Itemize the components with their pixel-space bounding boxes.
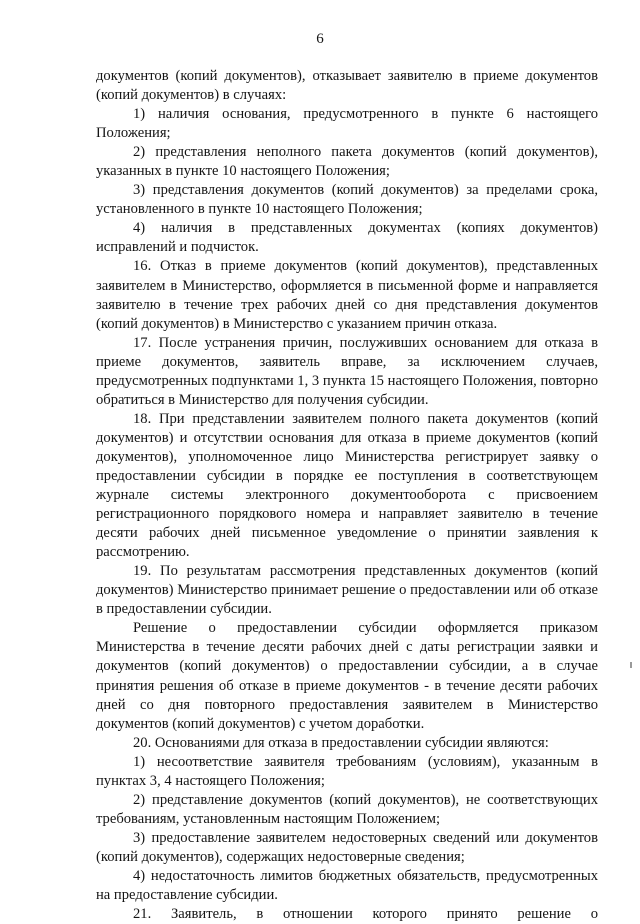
paragraph-20: 20. Основаниями для отказа в предоставлении субсидии являются:: [133, 734, 549, 751]
scan-artifact-mark: [630, 662, 632, 668]
paragraph-20-item-1: 1) несоответствие заявителя требованиям (условиям), указанным в пунктах 3, 4 настоящего Положения;: [96, 753, 598, 789]
paragraph-15-item-3: 3) представления документов (копий документов) за пределами срока, установленного в пункте 10 настоящего Положения;: [96, 182, 598, 218]
paragraph-20-item-4: 4) недостаточность лимитов бюджетных обязательств, предусмотренных на предоставление субсидии.: [96, 867, 598, 904]
paragraph-16: 16. Отказ в приеме документов (копий документов), представленных заявителем в Министерство, оформляется в письменной форме и направляется заявителю в течение трех рабочих дней со дня представления документов (копий документов) в Министерство с указанием причин отказа.: [96, 258, 598, 332]
paragraph-20-item-3: 3) предоставление заявителем недостоверных сведений или документов (копий документов), содержащих недостоверные сведения;: [96, 829, 598, 865]
document-body: [96, 67, 598, 924]
paragraph-15-item-2: 2) представления неполного пакета документов (копий документов), указанных в пункте 10 настоящего Положения;: [96, 144, 598, 180]
paragraph-17: 17. После устранения причин, послуживших основанием для отказа в приеме документов, заявитель вправе, за исключением случаев, предусмотренных подпунктами 1, 3 пункта 15 настоящего Положения, повторно обратиться в Министерство для получения субсидии.: [96, 334, 598, 408]
page-number: 6: [316, 31, 324, 47]
paragraph-20-item-2: 2) представление документов (копий документов), не соответствующих требованиям, установленным настоящим Положением;: [96, 791, 598, 827]
paragraph-15-item-4: 4) наличия в представленных документах (копиях документов) исправлений и подчисток.: [96, 220, 598, 256]
paragraph-19: 19. По результатам рассмотрения представленных документов (копий документов) Министерство принимает решение о предоставлении или об отказе в предоставлении субсидии.: [96, 563, 598, 618]
paragraph-15-item-1: 1) наличия основания, предусмотренного в пункте 6 настоящего Положения;: [96, 106, 598, 142]
paragraph-19-decision: Решение о предоставлении субсидии оформляется приказом Министерства в течение десяти рабочих дней с даты регистрации заявки и документов (копий документов) о предоставлении субсидии, а в случае принятия решения об отказе в приеме документов - в течение десяти рабочих дней со дня повторного предоставления заявителем в Министерство документов (копий документов) с учетом доработки.: [96, 620, 598, 732]
paragraph-21: 21. Заявитель, в отношении которого принято решение о: [133, 906, 598, 923]
paragraph-18: 18. При представлении заявителем полного пакета документов (копий документов) и отсутствии основания для отказа в приеме документов (копий документов), уполномоченное лицо Министерства регистрирует заявку о предоставлении субсидии в порядке ее поступления в соответствующем журнале системы электронного документооборота с присвоением регистрационного порядкового номера и направляет заявителю в течение десяти рабочих дней письменное уведомление о принятии заявления к рассмотрению.: [96, 410, 598, 561]
paragraph-continuation: документов (копий документов), отказывает заявителю в приеме документов (копий документов) в случаях:: [96, 68, 598, 104]
